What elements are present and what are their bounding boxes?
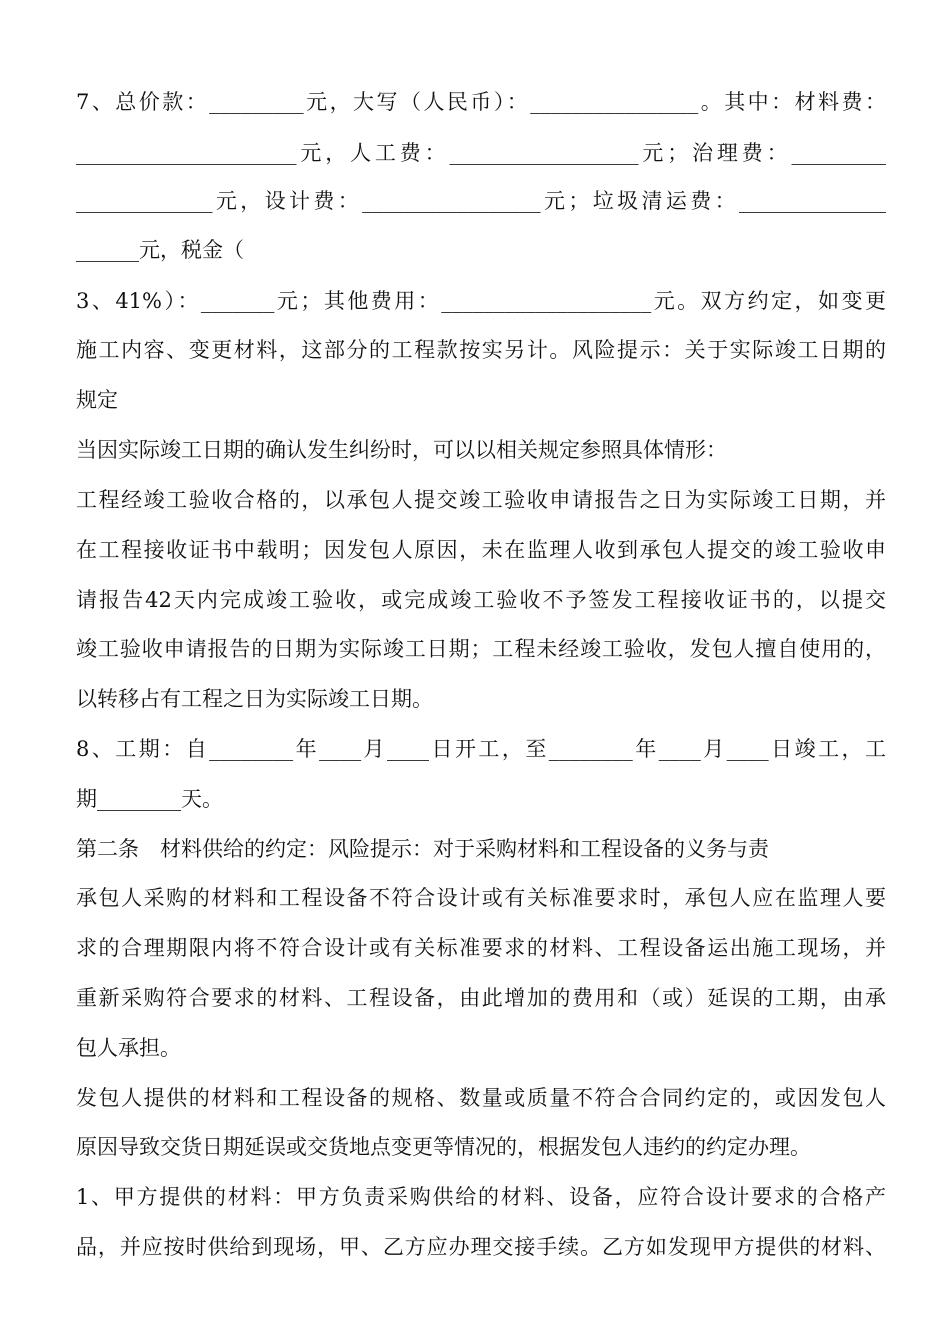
text-line: ______元，税金（ (76, 238, 244, 262)
text-line: 工程经竣工验收合格的，以承包人提交竣工验收申请报告之日为实际竣工日期，并 (76, 488, 886, 512)
text-line: 施工内容、变更材料，这部分的工程款按实另计。风险提示：关于实际竣工日期的 (76, 338, 886, 362)
text-line: 求的合理期限内将不符合设计或有关标准要求的材料、工程设备运出施工现场，并 (76, 936, 886, 960)
text-line: 8、工期：自________年____月____日开工，至________年____月____日竣工，工 (76, 737, 886, 761)
text-line: 1、甲方提供的材料：甲方负责采购供给的材料、设备，应符合设计要求的合格产 (76, 1185, 886, 1209)
text-line: 发包人提供的材料和工程设备的规格、数量或质量不符合合同约定的，或因发包人 (76, 1086, 886, 1110)
text-line: 在工程接收证书中载明；因发包人原因，未在监理人收到承包人提交的竣工验收申 (76, 538, 886, 562)
text-line: 原因导致交货日期延误或交货地点变更等情况的，根据发包人违约的约定办理。 (76, 1135, 811, 1159)
text-line: 7、总价款：_________元，大写（人民币）：________________。其中：材料费： (76, 90, 886, 114)
text-line: 承包人采购的材料和工程设备不符合设计或有关标准要求时，承包人应在监理人要 (76, 886, 886, 910)
text-line: 请报告42天内完成竣工验收，或完成竣工验收不予签发工程接收证书的，以提交 (76, 588, 886, 612)
text-line: 以转移占有工程之日为实际竣工日期。 (76, 687, 433, 711)
text-line: _____________元，设计费：_________________元；垃圾清运费：______________ (76, 189, 886, 213)
text-line: 重新采购符合要求的材料、工程设备，由此增加的费用和（或）延误的工期，由承 (76, 986, 886, 1010)
text-line: 当因实际竣工日期的确认发生纠纷时，可以以相关规定参照具体情形： (76, 438, 727, 462)
text-line: 品，并应按时供给到现场，甲、乙方应办理交接手续。乙方如发现甲方提供的材料、 (76, 1235, 886, 1259)
text-line: 期________天。 (76, 787, 223, 811)
text-line: _____________________元，人工费：__________________元；治理费：_________ (76, 141, 886, 165)
text-line: 包人承担。 (76, 1036, 181, 1060)
text-line: 3、41%）：_______元；其他费用：____________________元。双方约定，如变更 (76, 289, 886, 313)
text-line: 竣工验收申请报告的日期为实际竣工日期；工程未经竣工验收，发包人擅自使用的， (76, 637, 886, 661)
section-heading: 第二条 材料供给的约定：风险提示：对于采购材料和工程设备的义务与责 (76, 837, 769, 861)
text-line: 规定 (76, 388, 118, 412)
